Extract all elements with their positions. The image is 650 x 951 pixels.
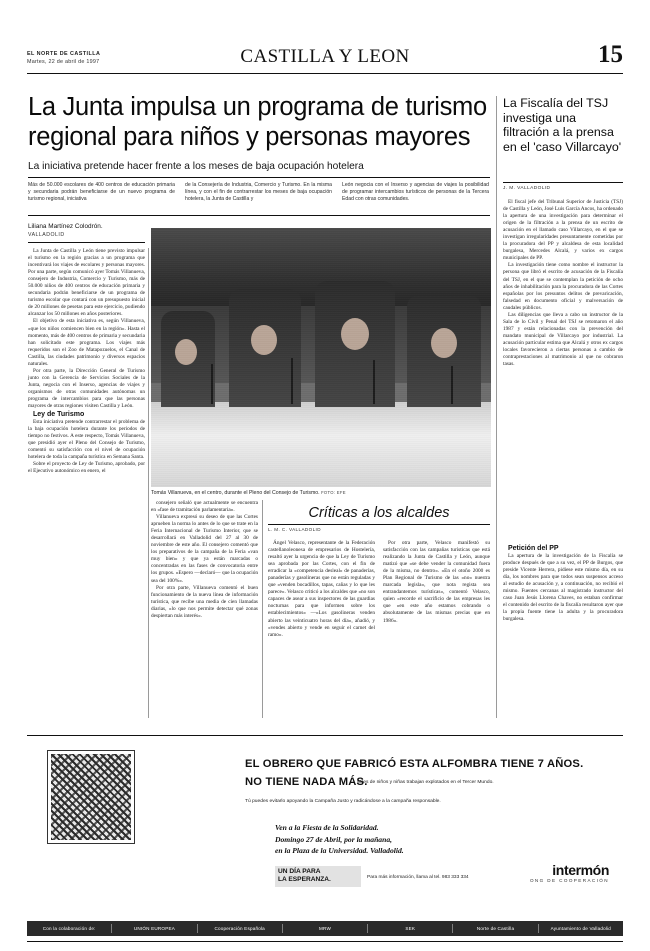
sidebar-section	[503, 544, 623, 724]
sponsor-item: MRW	[282, 924, 367, 933]
paragraph: consejero señaló que actualmente se encuentra en «fase de tramitación parlamentaria».	[151, 500, 258, 514]
article-lead	[28, 182, 490, 203]
paper-name: EL NORTE DE CASTILLA	[27, 51, 101, 57]
carpet-image	[47, 750, 135, 844]
criticas-byline: L. M. C. VALLADOLID	[268, 527, 321, 532]
paragraph: Villanueva expresó su deseo de que las Cortes aprueben la norma lo antes de lo que se trate en la Feria Internacional de Turismo Interior, que se desarrollará en Valladolid del 27 al 30 de noviembre de este año. El consejero comentó que los preparativos de la campaña de la Feria «van muy bien» y que ya están marcadas o concentradas en las fases de convocatoria entre los grupos. «Espero —declaró— que la ocupación sea del 100%».	[151, 514, 258, 584]
byline	[28, 222, 145, 239]
paragraph: El objetivo de esta iniciativa es, según Villanueva, «que los niños comiencen bien en la región». Hasta el momento, más de 400 centros de primaria y secundaria han solicitado este programa. Los viajes más requeridos son el Zoo de Matapozuelos, el Canal de Castilla, las ciudades patrimonio y diversos espacios naturales.	[28, 318, 145, 367]
advert-top-rule	[27, 735, 623, 736]
paragraph: Por otra parte, Velasco manifestó su satisfacción con las campañas turísticas que está realizando la Junta de Castilla y León, aunque matizó que «se debe vender la comunidad fuera de la misma, no dentro». «En el otoño 2000 es Plan Regional de Turismo de las «no» nuestra marcada legisla», que nota regista sea entrandantemos turísticas», comentó Velasco, quien «recorde el sacrificio de las empresas les que «en este año estamos cobrando o absolutamente de las mismas precias que en 1986».	[383, 540, 490, 624]
section-title-text: CASTILLA Y LEON	[240, 46, 410, 67]
advert-slogan	[275, 866, 361, 887]
sponsor-item: Ayuntamiento de Valladolid	[538, 924, 623, 933]
paragraph: La investigación tiene como nombre el instructor la persona que libró el escrito de acusación de la Fiscalía del TSJ, en el que se contemplan la petición de ocho años de inhabilitación para la procuradora de las Cortes españolas por los presuntos delitos de prevaricación, falsedad en documento oficial y malversación de caudales públicos.	[503, 262, 623, 311]
article-photo	[151, 228, 491, 487]
paragraph: La apertura de la investigación de la Fiscalía se produce después de que a su vez, el PP de Burgos, que preside Vicente Herrera, pidiese este mismo día, en su día, los nombres para que todos sean suspensos acceso al estudio de acusación y, a continuación, no recibió el mismo. Fuentes cercanas al magistrado instructor del caso Juan Jesús Llorena Chaves, no estaban confirmar el contenido del escrito de la fiscalía resultaron ayer que la propia fuente tiene la adulta y la procuradora burgalesa.	[503, 553, 623, 623]
body-column-1	[28, 248, 145, 718]
paragraph: Esta iniciativa pretende contrarrestar el problema de la baja ocupación hotelera durante los periodos de tiempo no festivos. A este respecto, Tomás Villanueva, que presidió ayer el Pleno del Consejo de Turismo, comentó su satisfacción con el nivel de ocupación hotelera de toda la campaña turística en Semana Santa.	[28, 419, 145, 461]
lead-rule	[28, 215, 490, 216]
lead-col-1: Más de 50.000 escolares de 400 centros de educación primaria y secundaria podrán beneficiarse de un nuevo programa de turismo regional, iniciativa	[28, 182, 175, 203]
advert-cta-line-2: Domingo 27 de Abril, por la mañana,	[275, 834, 393, 844]
brand-tagline: ONG DE COOPERACIÓN	[529, 878, 609, 883]
page-number: 15	[598, 41, 623, 68]
paragraph: Por otra parte, Villanueva comentó el buen funcionamiento de la nueva línea de información turística, que recibe una media de cien llamadas diarias, «lo que nos permite detectar qué zonas despiertan más interés».	[151, 584, 258, 619]
lead-col-3: León negocia con el Inserso y agencias de viajes la posibilidad de programar intercambios turísticos de personas de la Tercera Edad con otras comunidades.	[342, 182, 489, 203]
advert-slogan-line-2: LA ESPERANZA.	[278, 876, 331, 884]
paragraph: Por otra parte, la Dirección General de Turismo junto con la Gerencia de Servicios Sociales de la Junta, negocia con el Inserso, agencias de viajes y organismos de otras comunidades autónomas un programa de intercambios para que las personas mayores de otras regiones visiten Castilla y León.	[28, 367, 145, 410]
photo-caption	[151, 489, 491, 497]
carpet-weave	[51, 754, 131, 840]
sidebar-headline: La Fiscalía del TSJ investiga una filtración a la prensa en el 'caso Villarcayo'	[503, 96, 622, 154]
criticas-title: Críticas a los alcaldes	[308, 505, 450, 521]
advert-brand-logo	[530, 862, 609, 883]
sidebar-body	[503, 199, 623, 529]
advert-phone: Para más información, llama al tel. 983 333 334	[367, 875, 469, 880]
article-subhead: La iniciativa pretende hacer frente a los meses de baja ocupación hotelera	[28, 161, 364, 172]
advert-headline-2-sub: Miles de niños y niñas trabajan explotados en el Tercer Mundo.	[357, 780, 494, 785]
page-title: La Junta impulsa un programa de turismo regional para niños y personas mayores	[28, 93, 487, 151]
paragraph: El fiscal jefe del Tribunal Superior de Justicia (TSJ) de Castilla y León, José Luis García Ancos, ha ordenado la apertura de una investigación para determinar el origen de la filtración a la prensa de un escrito de acusación en el llamado caso Villarcayo, en el que se investigan irregularidades presuntamente cometidas por la procuradora del PP y alcaldesa de esta localidad burgalesa, Mercedes Alcalá, y varios ex cargos municipales de PP.	[503, 199, 623, 262]
lead-col-2: de la Consejería de Industria, Comercio y Turismo. En la misma línea, y con el fin de contrarrestar los meses de baja ocupación hotelera, la Junta de Castilla y	[185, 182, 332, 203]
paragraph: La Junta de Castilla y León tiene previsto impulsar el turismo en la región gracias a un programa que incentivará los viajes de escolares y personas mayores. Por una parte, según comunicó ayer Tomás Villanueva, consejero de Industria, Comercio y Turismo, más de 50.000 niños de 400 centros de educación primaria y secundaria podrán beneficiarse de un programa de turismo escolar que contará con un presupuesto inicial de 20 millones de pesetas para este ejercicio, pudiendo alcanzar los 50 millones en años posteriores.	[28, 248, 145, 318]
sponsor-item: UNIÓN EUROPEA	[111, 924, 196, 933]
brand-name: intermón	[552, 862, 609, 878]
issue-date: Martes, 22 de abril de 1997	[27, 59, 100, 65]
paragraph: Las diligencias que lleva a cabo un instructor de la Sala de lo Civil y Penal del TSJ se retomaron el año 1987 y están relacionadas con la prevención del mandato municipal de Villarcayo por industrial. La acusación particular estima que Alcalá y otros ex cargos locales favorecieron a ciertas personas a cambio de contraprestaciones al matrimonio al que no cobraron tasas.	[503, 311, 623, 368]
advert-subtext: Tú puedes evitarlo apoyando la Campaña Justo y radicándose a la campaña responsable.	[245, 799, 441, 804]
body-column-2	[151, 500, 258, 718]
section-heading: Ley de Turismo	[33, 411, 85, 419]
paragraph: Ángel Velasco, representante de la Federación castellanoleonesa de empresarios de Hostelería, resaltó ayer la urgencia de que la Ley de Turismo sea aprobada por las Cortes, con el fin de erradicar la «competencia desleal» de panaderías, panaderías y gasolineras que no están reguladas y que «venden bocadillos, tapas, cañas y lo que les parece». Velasco criticó a los alcaldes que «no son capaces de asear a sus inspectores de las guardias nocturnas para que informen sobre los establecimientos» —«Los gasolineras venden abierto las veinticuatro horas del día», añadió, y «vendes abierto y vende en seguir el carnet del ramo».	[268, 540, 375, 638]
sponsor-label: Con la colaboración de:	[42, 926, 96, 931]
byline-city: VALLADOLID	[28, 232, 65, 238]
section-heading: Petición del PP	[508, 545, 559, 552]
section-title	[27, 46, 623, 68]
sponsor-item: Cooperación Española	[197, 924, 282, 933]
sponsor-strip	[27, 921, 623, 936]
column-divider	[148, 248, 149, 718]
caption-text: Tomás Villanueva, en el centro, durante el Pleno del Consejo de Turismo.	[151, 490, 320, 496]
advert-headline-1: EL OBRERO QUE FABRICÓ ESTA ALFOMBRA TIENE 7 AÑOS.	[245, 758, 584, 770]
advert-cta-line-3: en la Plaza de la Universidad. Valladolid.	[275, 846, 404, 856]
criticas-column	[268, 540, 490, 718]
sponsor-item: Norte de Castilla	[452, 924, 537, 933]
bottom-rule	[27, 941, 623, 942]
criticas-rule	[268, 524, 490, 525]
sidebar-byline: J. M. VALLADOLID	[503, 186, 551, 191]
sidebar-rule	[503, 182, 623, 183]
headline-rule	[28, 177, 490, 178]
paragraph: Sobre el proyecto de Ley de Turismo, aprobado, por el Ejecutivo autonómico en enero, el	[28, 461, 145, 475]
advert-cta	[275, 822, 605, 857]
byline-name: Liliana Martínez Colodrón.	[28, 223, 103, 230]
advertisement	[27, 738, 623, 916]
advert-cta-line-1: Ven a la Fiesta de la Solidaridad.	[275, 823, 379, 832]
masthead-rule	[27, 73, 623, 74]
advert-headline-2: NO TIENE NADA MÁS.	[245, 776, 368, 788]
sponsor-item: SEK	[367, 924, 452, 933]
photo-grain	[151, 228, 491, 487]
byline-rule	[28, 242, 145, 243]
photo-credit: FOTO: EFE	[321, 490, 346, 495]
column-divider	[496, 96, 497, 718]
advert-slogan-line-1: UN DÍA PARA	[278, 868, 321, 875]
column-divider	[262, 500, 263, 718]
